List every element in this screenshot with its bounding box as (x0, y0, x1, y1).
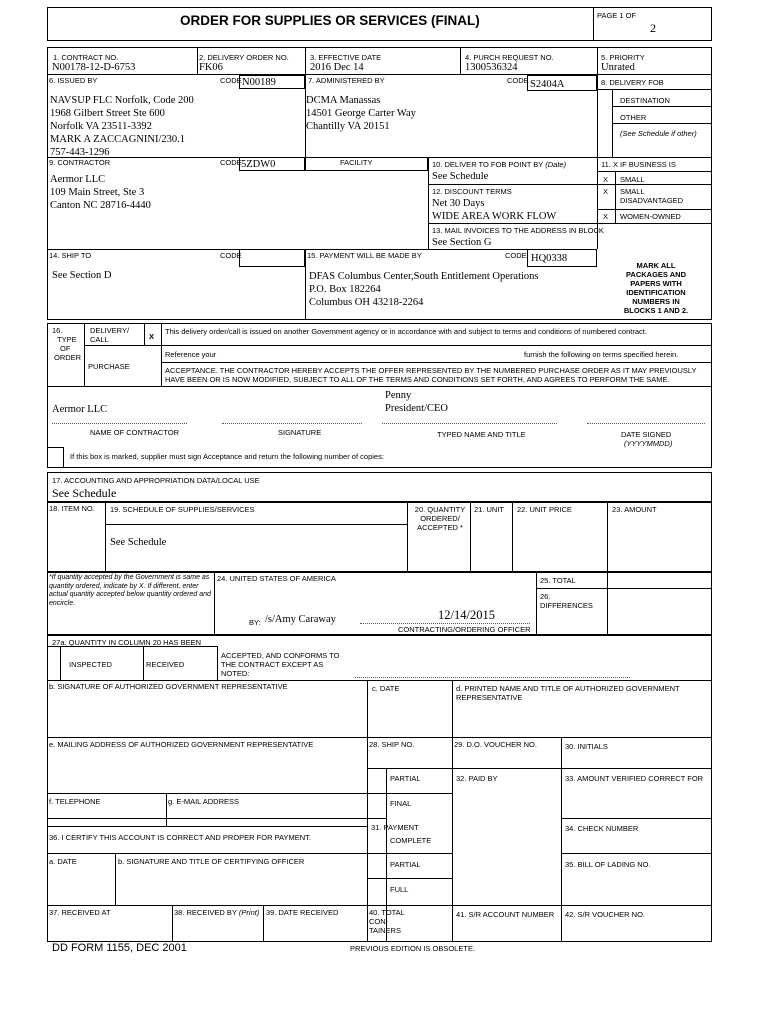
issued-line-1: NAVSUP FLC Norfolk, Code 200 (50, 95, 194, 106)
form-title: ORDER FOR SUPPLIES OR SERVICES (FINAL) (180, 13, 480, 28)
amount-verified-label: 33. AMOUNT VERIFIED CORRECT FOR (565, 774, 704, 783)
contract-no: N00178-12-D-6753 (52, 62, 136, 73)
admin-code-label: CODE (507, 76, 529, 85)
a-date-label: a. DATE (49, 857, 77, 866)
deliver-fob-value: See Schedule (432, 171, 489, 182)
type-order-2: TYPE (57, 335, 77, 344)
divider (47, 793, 452, 794)
mail-invoices-value: See Section G (432, 237, 492, 248)
payment-label: 15. PAYMENT WILL BE MADE BY (307, 251, 422, 260)
unit-label: 21. UNIT (474, 505, 505, 514)
inspected-label: INSPECTED (69, 660, 112, 669)
divider (428, 157, 429, 249)
signature-label: SIGNATURE (278, 428, 322, 437)
total-label: 25. TOTAL (540, 576, 576, 585)
certify-label: 36. I CERTIFY THIS ACCOUNT IS CORRECT AND PROPER FOR PAYMENT. (49, 833, 311, 842)
delivery-order-label: 2. DELIVERY ORDER NO. (199, 53, 289, 62)
admin-line-1: DCMA Manassas (306, 95, 381, 106)
divider (382, 423, 557, 424)
divider (428, 223, 712, 224)
divider (105, 502, 106, 572)
divider (536, 572, 537, 635)
business-mark-1: X (603, 175, 609, 184)
purch-request: 1300536324 (465, 62, 518, 73)
divider (47, 74, 712, 75)
differences-label: 26. DIFFERENCES (540, 592, 593, 610)
ship-to-code-label: CODE (220, 251, 242, 260)
divider (47, 249, 597, 250)
copies-note: If this box is marked, supplier must sign Acceptance and return the following number of copies: (70, 452, 384, 461)
contractor-line-3: Canton NC 28716-4440 (50, 200, 151, 211)
purchase-label: PURCHASE (88, 362, 130, 371)
purch-request-label: 4. PURCH REQUEST NO. (465, 53, 554, 62)
issued-line-3: Norfolk VA 23511-3392 (50, 121, 152, 132)
payment-code-label: CODE (505, 251, 527, 260)
business-label: 11. X IF BUSINESS IS (601, 160, 676, 169)
email-label: g. E-MAIL ADDRESS (168, 797, 239, 806)
delivery-mark: X (149, 332, 155, 341)
divider (597, 47, 598, 249)
divider (367, 878, 452, 879)
divider (263, 905, 264, 942)
divider (144, 323, 145, 345)
qty-label: 20. QUANTITY ORDERED/ ACCEPTED * (414, 505, 466, 532)
delivery-call-label: DELIVERY/ CALL (90, 326, 130, 344)
acceptance-1: ACCEPTANCE. THE CONTRACTOR HEREBY ACCEPTS THE OFFER REPRESENTED BY THE NUMBERED PURCHASE ORDER AS IT MAY PREVIOUSLY (165, 366, 697, 375)
divider (47, 646, 217, 647)
fob-other: OTHER (620, 113, 647, 122)
mark-all-5: NUMBERS IN (632, 297, 680, 306)
ship-to-value: See Section D (52, 270, 112, 281)
divider (47, 905, 712, 906)
delivery-fob-label: 8. DELIVERY FOB (601, 78, 664, 87)
code-box (239, 249, 305, 267)
delivery-order: FK06 (199, 62, 223, 73)
accounting-value: See Schedule (52, 486, 117, 500)
priority: Unrated (601, 62, 635, 73)
admin-code: S2404A (530, 79, 565, 90)
unit-price-label: 22. UNIT PRICE (517, 505, 572, 514)
divider (47, 826, 367, 827)
issued-line-5: 757-443-1296 (50, 147, 110, 158)
discount-label: 12. DISCOUNT TERMS (432, 187, 512, 196)
payment-code: HQ0338 (531, 253, 568, 264)
mail-invoices-label: 13. MAIL INVOICES TO THE ADDRESS IN BLOCK (432, 226, 604, 235)
divider (105, 524, 407, 525)
ship-no-label: 28. SHIP NO. (369, 740, 415, 749)
mailing-label: e. MAILING ADDRESS OF AUTHORIZED GOVERNMENT REPRESENTATIVE (49, 740, 314, 749)
divider (367, 768, 712, 769)
mark-all-2: PACKAGES AND (625, 270, 686, 279)
divider (367, 680, 368, 942)
typed-title: President/CEO (385, 403, 448, 414)
business-small-disadvantaged: SMALL DISADVANTAGED (620, 187, 684, 205)
usa-date: 12/14/2015 (438, 608, 495, 622)
payment31-label: 31. PAYMENT (371, 823, 419, 832)
delivery-text: This delivery order/call is issued on another Government agency or in accordance with and subject to terms and conditions of numbered contract. (165, 327, 647, 336)
full-label: FULL (390, 885, 409, 894)
accounting-label: 17. ACCOUNTING AND APPROPRIATION DATA/LOCAL USE (52, 476, 260, 485)
quantity-note: *If quantity accepted by the Government is same as quantity ordered, indicate by X. If different, enter actual quantity accepted below quantity ordered and encircle. (49, 574, 211, 607)
divider (587, 423, 705, 424)
divider (172, 905, 173, 942)
effective-date-label: 3. EFFECTIVE DATE (310, 53, 382, 62)
business-small: SMALL (620, 175, 645, 184)
discount-line-1: Net 30 Days (432, 198, 485, 209)
divider (161, 323, 162, 386)
mark-all-4: IDENTIFICATION (626, 288, 686, 297)
mark-all-1: MARK ALL (636, 261, 676, 270)
payment-line-3: Columbus OH 43218-2264 (309, 297, 424, 308)
issued-by-label: 6. ISSUED BY (49, 76, 98, 85)
business-mark-2: X (603, 187, 609, 196)
divider (47, 853, 452, 854)
divider (84, 323, 85, 386)
divider (161, 362, 712, 363)
divider (47, 818, 387, 819)
issued-code-label: CODE (220, 76, 242, 85)
bill-lading-label: 35. BILL OF LADING NO. (565, 860, 651, 869)
form-number: DD FORM 1155, DEC 2001 (52, 942, 187, 954)
issued-code: N00189 (242, 77, 276, 88)
typed-name-label: TYPED NAME AND TITLE (437, 430, 526, 439)
contractor-name: Aermor LLC (52, 404, 108, 415)
sr-voucher-label: 42. S/R VOUCHER NO. (565, 910, 646, 919)
received-label: RECEIVED (146, 660, 185, 669)
divider (460, 47, 461, 74)
check-number-label: 34. CHECK NUMBER (565, 824, 639, 833)
do-voucher-label: 29. D.O. VOUCHER NO. (454, 740, 537, 749)
contractor-code: 5ZDW0 (241, 159, 276, 170)
deliver-fob-label: 10. DELIVER TO FOB POINT BY (Date) (432, 160, 567, 169)
divider (597, 89, 712, 90)
divider (60, 646, 61, 680)
divider (597, 184, 712, 185)
copies-checkbox[interactable] (47, 447, 64, 468)
priority-label: 5. PRIORITY (601, 53, 645, 62)
payment-line-2: P.O. Box 182264 (309, 284, 381, 295)
divider (84, 345, 712, 346)
sig-cert-label: b. SIGNATURE AND TITLE OF CERTIFYING OFFICER (118, 857, 305, 866)
received-at-label: 37. RECEIVED AT (49, 908, 111, 917)
divider (143, 646, 144, 680)
divider (47, 680, 712, 681)
divider (512, 502, 513, 572)
mark-all-6: BLOCKS 1 AND 2. (623, 306, 689, 315)
d-printed-label: d. PRINTED NAME AND TITLE OF AUTHORIZED GOVERNMENT REPRESENTATIVE (456, 684, 680, 702)
sr-account-label: 41. S/R ACCOUNT NUMBER (456, 910, 555, 919)
issued-line-4: MARK A ZACCAGNINI/230.1 (50, 134, 186, 145)
obsolete-note: PREVIOUS EDITION IS OBSOLETE. (350, 944, 476, 953)
partial2-label: PARTIAL (390, 860, 421, 869)
page-total: 2 (650, 21, 656, 35)
divider (612, 123, 712, 124)
divider (452, 680, 453, 942)
page-label: PAGE 1 OF (597, 11, 637, 20)
c-date-label: c. DATE (372, 684, 400, 693)
divider (166, 793, 167, 826)
divider (115, 853, 116, 905)
mark-all-3: PAPERS WITH (630, 279, 682, 288)
reference-your: Reference your (165, 350, 217, 359)
usa-label: 24. UNITED STATES OF AMERICA (217, 574, 336, 583)
item-no-label: 18. ITEM NO. (49, 504, 95, 513)
contractor-label: 9. CONTRACTOR (49, 158, 111, 167)
business-mark-3: X (603, 212, 609, 221)
effective-date: 2016 Dec 14 (310, 62, 364, 73)
divider (607, 572, 608, 635)
contractor-line-2: 109 Main Street, Ste 3 (50, 187, 145, 198)
amount-label: 23. AMOUNT (612, 505, 657, 514)
paid-by-label: 32. PAID BY (456, 774, 498, 783)
total-containers-label: 40. TOTAL CON-TAINERS (369, 908, 405, 935)
administered-label: 7. ADMINISTERED BY (308, 76, 385, 85)
issued-line-2: 1968 Gilbert Street Ste 600 (50, 108, 165, 119)
admin-line-3: Chantilly VA 20151 (306, 121, 390, 132)
divider (428, 184, 597, 185)
admin-line-2: 14501 George Carter Way (306, 108, 416, 119)
payment-line-1: DFAS Columbus Center,South Entitlement Operations (309, 271, 539, 282)
divider (597, 209, 712, 210)
divider (561, 818, 712, 819)
usa-signer: /s/Amy Caraway (265, 614, 336, 625)
date-format: (YYYYMMDD) (624, 439, 673, 448)
usa-by: BY: (249, 618, 261, 627)
divider (217, 646, 218, 680)
partial-label: PARTIAL (390, 774, 421, 783)
business-women-owned: WOMEN-OWNED (620, 212, 681, 221)
type-order-3: OF (60, 344, 71, 353)
divider (52, 423, 187, 424)
name-of-contractor-label: NAME OF CONTRACTOR (90, 428, 180, 437)
facility-label: FACILITY (340, 158, 373, 167)
divider (355, 677, 630, 678)
discount-line-2: WIDE AREA WORK FLOW (432, 211, 557, 222)
type-order-4: ORDER (54, 353, 82, 362)
date-signed-label: DATE SIGNED (621, 430, 672, 439)
divider (222, 423, 362, 424)
schedule-label: 19. SCHEDULE OF SUPPLIES/SERVICES (110, 505, 255, 514)
accepted-label: ACCEPTED, AND CONFORMS TO THE CONTRACT EXCEPT AS NOTED: (221, 651, 340, 678)
officer-label: CONTRACTING/ORDERING OFFICER (398, 625, 531, 634)
divider (615, 171, 616, 223)
complete-label: COMPLETE (390, 836, 432, 845)
divider (612, 106, 712, 107)
divider (47, 386, 712, 387)
telephone-label: f. TELEPHONE (49, 797, 101, 806)
furnish-text: furnish the following on terms specified herein. (524, 350, 679, 359)
divider (607, 502, 608, 572)
fob-note: (See Schedule if other) (620, 129, 697, 138)
qty27-label: 27a. QUANTITY IN COLUMN 20 HAS BEEN (52, 638, 202, 647)
contractor-code-label: CODE (220, 158, 242, 167)
items-value: See Schedule (110, 537, 167, 548)
contractor-line-1: Aermor LLC (50, 174, 106, 185)
date-received-label: 39. DATE RECEIVED (266, 908, 339, 917)
divider (47, 737, 712, 738)
contract-no-label: 1. CONTRACT NO. (53, 53, 119, 62)
final-label: FINAL (390, 799, 412, 808)
ship-to-label: 14. SHIP TO (49, 251, 92, 260)
received-by-label: 38. RECEIVED BY (174, 908, 237, 917)
divider (197, 47, 198, 74)
divider (470, 502, 471, 572)
divider (593, 7, 594, 41)
divider (536, 588, 712, 589)
fob-destination: DESTINATION (620, 96, 670, 105)
divider (561, 853, 712, 854)
divider (407, 502, 408, 572)
typed-name: Penny (385, 390, 412, 401)
acceptance-2: HAVE BEEN OR IS NOW MODIFIED, SUBJECT TO ALL OF THE TERMS AND CONDITIONS SET FORTH, AND AGREES TO PERFORM THE SAME. (165, 375, 670, 384)
divider (214, 572, 215, 635)
divider (360, 623, 530, 624)
sig-auth-label: b. SIGNATURE OF AUTHORIZED GOVERNMENT REPRESENTATIVE (49, 682, 288, 691)
type-order-1: 16. (52, 326, 63, 335)
initials-label: 30. INITIALS (565, 742, 608, 751)
divider (305, 249, 306, 320)
